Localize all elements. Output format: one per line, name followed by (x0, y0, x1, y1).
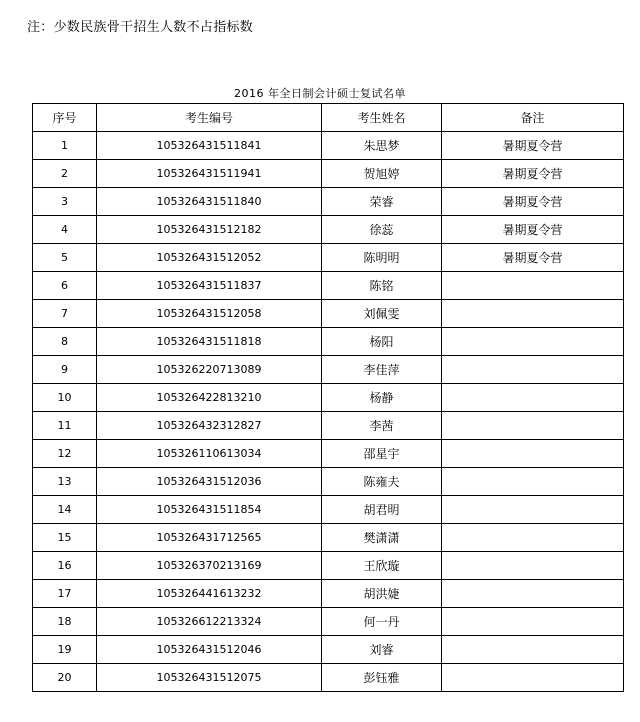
cell-candidate-id: 105326422813210 (97, 384, 322, 412)
table-row (33, 132, 624, 160)
cell-seq: 8 (33, 328, 97, 356)
cell-candidate-name: 陈明明 (322, 244, 442, 272)
table-row (33, 216, 624, 244)
cell-remark (442, 328, 624, 356)
header-seq: 序号 (33, 104, 97, 132)
cell-remark (442, 608, 624, 636)
cell-candidate-id: 105326431511837 (97, 272, 322, 300)
cell-remark: 暑期夏令营 (442, 188, 624, 216)
table-row (33, 580, 624, 608)
header-candidate-name: 考生姓名 (322, 104, 442, 132)
cell-seq: 9 (33, 356, 97, 384)
cell-candidate-name: 李佳萍 (322, 356, 442, 384)
cell-candidate-id: 105326431511854 (97, 496, 322, 524)
cell-seq: 16 (33, 552, 97, 580)
table-row (33, 664, 624, 692)
table-row (33, 160, 624, 188)
cell-candidate-name: 胡君明 (322, 496, 442, 524)
table-row (33, 300, 624, 328)
cell-remark (442, 552, 624, 580)
cell-candidate-name: 王欣璇 (322, 552, 442, 580)
cell-candidate-name: 刘佩雯 (322, 300, 442, 328)
cell-candidate-id: 105326431511941 (97, 160, 322, 188)
cell-candidate-name: 荣睿 (322, 188, 442, 216)
table-header (33, 104, 624, 132)
table-row (33, 328, 624, 356)
cell-remark (442, 440, 624, 468)
cell-candidate-name: 胡洪婕 (322, 580, 442, 608)
cell-seq: 18 (33, 608, 97, 636)
cell-candidate-id: 105326612213324 (97, 608, 322, 636)
cell-seq: 4 (33, 216, 97, 244)
cell-remark (442, 496, 624, 524)
cell-remark (442, 300, 624, 328)
cell-candidate-id: 105326431511840 (97, 188, 322, 216)
table-row (33, 412, 624, 440)
table-row (33, 272, 624, 300)
table-title: 2016 年全日制会计硕士复试名单 (234, 87, 406, 100)
cell-remark (442, 272, 624, 300)
table-row (33, 524, 624, 552)
header-candidate-id: 考生编号 (97, 104, 322, 132)
cell-candidate-name: 邵星宇 (322, 440, 442, 468)
cell-candidate-name: 陈铭 (322, 272, 442, 300)
cell-candidate-id: 105326431512182 (97, 216, 322, 244)
cell-seq: 13 (33, 468, 97, 496)
cell-seq: 19 (33, 636, 97, 664)
quota-note: 注：少数民族骨干招生人数不占指标数 (27, 20, 254, 35)
cell-remark (442, 664, 624, 692)
cell-candidate-id: 105326370213169 (97, 552, 322, 580)
cell-candidate-name: 李茜 (322, 412, 442, 440)
table-row (33, 636, 624, 664)
cell-remark (442, 580, 624, 608)
cell-remark (442, 412, 624, 440)
cell-candidate-name: 杨静 (322, 384, 442, 412)
cell-remark (442, 468, 624, 496)
cell-candidate-id: 105326441613232 (97, 580, 322, 608)
cell-seq: 12 (33, 440, 97, 468)
cell-candidate-id: 105326432312827 (97, 412, 322, 440)
table-row (33, 188, 624, 216)
cell-candidate-name: 彭钰雅 (322, 664, 442, 692)
cell-seq: 7 (33, 300, 97, 328)
interview-roster-table (32, 103, 624, 692)
cell-candidate-name: 樊潇潇 (322, 524, 442, 552)
cell-seq: 20 (33, 664, 97, 692)
cell-seq: 5 (33, 244, 97, 272)
cell-candidate-id: 105326431712565 (97, 524, 322, 552)
cell-candidate-id: 105326220713089 (97, 356, 322, 384)
cell-candidate-name: 陈雍夫 (322, 468, 442, 496)
cell-candidate-id: 105326431512075 (97, 664, 322, 692)
table-row (33, 496, 624, 524)
header-remark: 备注 (442, 104, 624, 132)
cell-seq: 15 (33, 524, 97, 552)
cell-seq: 17 (33, 580, 97, 608)
table-body (33, 132, 624, 692)
cell-candidate-name: 贺旭婷 (322, 160, 442, 188)
cell-candidate-name: 徐蕊 (322, 216, 442, 244)
table-row (33, 468, 624, 496)
cell-candidate-id: 105326431512058 (97, 300, 322, 328)
cell-candidate-id: 105326110613034 (97, 440, 322, 468)
cell-remark: 暑期夏令营 (442, 216, 624, 244)
table-row (33, 440, 624, 468)
cell-candidate-id: 105326431511818 (97, 328, 322, 356)
cell-candidate-name: 朱思梦 (322, 132, 442, 160)
cell-seq: 10 (33, 384, 97, 412)
cell-remark: 暑期夏令营 (442, 244, 624, 272)
cell-seq: 14 (33, 496, 97, 524)
cell-remark: 暑期夏令营 (442, 132, 624, 160)
cell-seq: 6 (33, 272, 97, 300)
cell-remark: 暑期夏令营 (442, 160, 624, 188)
cell-candidate-name: 何一丹 (322, 608, 442, 636)
cell-candidate-id: 105326431512036 (97, 468, 322, 496)
cell-candidate-id: 105326431512052 (97, 244, 322, 272)
header-row (33, 104, 624, 132)
cell-remark (442, 636, 624, 664)
table-row (33, 244, 624, 272)
cell-remark (442, 356, 624, 384)
cell-seq: 3 (33, 188, 97, 216)
table-row (33, 552, 624, 580)
cell-seq: 2 (33, 160, 97, 188)
cell-remark (442, 524, 624, 552)
cell-seq: 11 (33, 412, 97, 440)
table-row (33, 356, 624, 384)
cell-seq: 1 (33, 132, 97, 160)
table-row (33, 608, 624, 636)
cell-candidate-name: 刘睿 (322, 636, 442, 664)
cell-remark (442, 384, 624, 412)
cell-candidate-id: 105326431512046 (97, 636, 322, 664)
table-row (33, 384, 624, 412)
cell-candidate-id: 105326431511841 (97, 132, 322, 160)
cell-candidate-name: 杨阳 (322, 328, 442, 356)
